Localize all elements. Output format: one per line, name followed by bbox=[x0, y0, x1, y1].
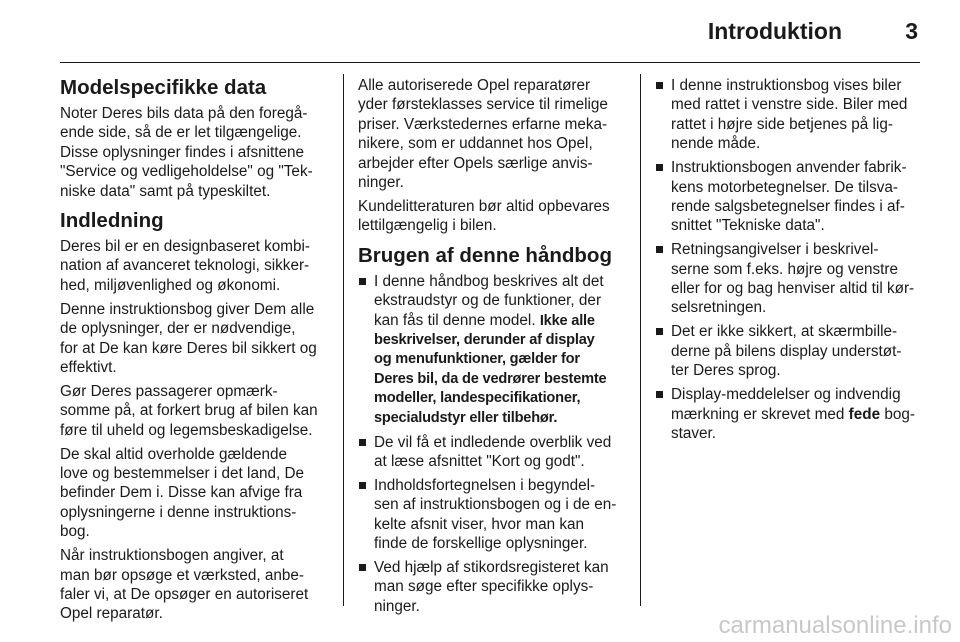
text-line: priser. Værkstedernes erfarne meka- bbox=[358, 115, 608, 133]
text-line: snittet "Tekniske data". bbox=[671, 217, 825, 235]
list-item bbox=[655, 322, 923, 380]
header-rule bbox=[60, 62, 920, 63]
text-line: staver. bbox=[671, 424, 717, 442]
bullet-icon bbox=[359, 482, 366, 489]
text-line: derne på bilens display understøt- bbox=[671, 342, 902, 360]
text-line: Alle autoriserede Opel reparatører bbox=[358, 77, 591, 94]
paragraph-intro-2 bbox=[60, 300, 328, 378]
text-line: føre til uheld og legemsbeskadigelse. bbox=[60, 421, 313, 439]
text-line: Noter Deres bils data på den foregå- bbox=[60, 105, 308, 122]
paragraph-literature bbox=[358, 197, 626, 236]
text-line: selsretningen. bbox=[671, 299, 767, 317]
text-line: Denne instruktionsbog giver Dem alle bbox=[60, 300, 315, 318]
bold-text: Ikke alle bbox=[539, 312, 595, 329]
paragraph-workshops bbox=[358, 76, 626, 192]
text-line: ende side, så de er let tilgængelige. bbox=[60, 124, 302, 142]
list-item bbox=[358, 272, 626, 428]
text-line: man bør opsøge et værksted, anbe- bbox=[60, 566, 305, 584]
text-line: "Service og vedligeholdelse" og "Tek- bbox=[60, 163, 313, 181]
text-line: faler vi, at De opsøger en autoriseret bbox=[60, 585, 309, 603]
text-line: Display-meddelelser og indvendig bbox=[671, 386, 901, 404]
text-line: I denne håndbog beskrives alt det bbox=[374, 272, 604, 290]
text-line: nende måde. bbox=[671, 135, 761, 153]
bold-text: modeller, landespecifikationer, bbox=[374, 390, 581, 407]
text-line: somme på, at forkert brug af bilen kan bbox=[60, 402, 318, 420]
text-line: kens motorbetegnelser. De tilsva- bbox=[671, 178, 899, 196]
text-line: Opel reparatør. bbox=[60, 605, 163, 623]
text-line: kan fås til denne model. bbox=[374, 311, 540, 329]
text-line: man søge efter specifikke oplys- bbox=[374, 578, 594, 596]
bold-text: fede bbox=[848, 405, 881, 423]
text-line: eller for og bag henviser altid til kør- bbox=[671, 280, 915, 298]
text-line: Retningsangivelser i beskrivel- bbox=[671, 241, 879, 259]
text-line: Det er ikke sikkert, at skærmbille- bbox=[671, 323, 898, 341]
bold-text: Deres bil, da de vedrører bestemte bbox=[374, 370, 607, 387]
text-line: Disse oplysninger findes i afsnittene bbox=[60, 143, 305, 161]
heading-model-data: Modelspecifikke data bbox=[60, 76, 267, 99]
text-line: for at De kan køre Deres bil sikkert og bbox=[60, 339, 317, 357]
list-item bbox=[655, 76, 923, 154]
text-line: Deres bil er en designbaseret kombi- bbox=[60, 238, 310, 256]
text-line: nikere, som er uddannet hos Opel, bbox=[358, 135, 593, 153]
heading-introduction: Indledning bbox=[60, 209, 164, 233]
bold-text: og menufunktioner, gælder for bbox=[374, 351, 580, 368]
text-line: Gør Deres passagerer opmærk- bbox=[60, 382, 278, 400]
list-item bbox=[655, 240, 923, 318]
text-line: Instruktionsbogen anvender fabrik- bbox=[671, 159, 907, 177]
text-line: oplysningerne i denne instruktions- bbox=[60, 503, 297, 521]
bullet-icon bbox=[359, 439, 366, 446]
text-line: lettilgængelig i bilen. bbox=[358, 217, 497, 235]
text-line: ter Deres sprog. bbox=[671, 362, 781, 380]
section-title: Introduktion bbox=[707, 18, 842, 44]
text-line: ninger. bbox=[374, 597, 420, 615]
text-line: De vil få et indledende overblik ved bbox=[374, 433, 612, 451]
text-line: yder førsteklasses service til rimelige bbox=[358, 96, 608, 114]
paragraph-intro-3 bbox=[60, 382, 328, 440]
heading-using-manual: Brugen af denne håndbog bbox=[358, 243, 612, 267]
text-line: Når instruktionsbogen angiver, at bbox=[60, 547, 284, 565]
text-line: kelte afsnit viser, hvor man kan bbox=[374, 515, 585, 533]
text-line: befinder Dem i. Disse kan afvige fra bbox=[60, 484, 303, 502]
paragraph-intro-4 bbox=[60, 445, 328, 542]
column-2 bbox=[358, 76, 626, 621]
list-item bbox=[358, 558, 626, 616]
text-line: love og bestemmelser i det land, De bbox=[60, 465, 305, 482]
bullet-icon bbox=[656, 328, 663, 335]
bullet-icon bbox=[359, 564, 366, 571]
text-line: mærkning er skrevet med bbox=[671, 405, 849, 423]
paragraph-intro-5 bbox=[60, 546, 328, 624]
paragraph-intro-1 bbox=[60, 237, 328, 295]
text-line: de oplysninger, der er nødvendige, bbox=[60, 320, 296, 338]
text-line: niske data" samt på typeskiltet. bbox=[60, 182, 271, 200]
watermark: carmanualsonline.info bbox=[718, 612, 952, 639]
list-item bbox=[358, 476, 626, 554]
bullet-icon bbox=[359, 278, 366, 285]
text-line: finde de forskellige oplysninger. bbox=[374, 535, 588, 553]
page-number: 3 bbox=[905, 18, 918, 44]
text-line: rende salgsbetegnelser findes i af- bbox=[671, 197, 905, 215]
text-line: ekstraudstyr og de funktioner, der bbox=[374, 292, 602, 310]
bullet-icon bbox=[656, 246, 663, 253]
text-line: at læse afsnittet "Kort og godt". bbox=[374, 452, 585, 470]
bold-text: specialudstyr eller tilbehør. bbox=[374, 409, 558, 426]
bullet-icon bbox=[656, 82, 663, 89]
column-3 bbox=[655, 76, 923, 448]
text-line: Ved hjælp af stikordsregisteret kan bbox=[374, 558, 609, 576]
text-line: med rattet i venstre side. Biler med bbox=[671, 96, 908, 114]
text-line: sen af instruktionsbogen og i de en- bbox=[374, 496, 617, 514]
text-line: De skal altid overholde gældende bbox=[60, 445, 288, 463]
text-line: nation af avanceret teknologi, sikker- bbox=[60, 257, 310, 275]
column-divider-1 bbox=[343, 74, 344, 606]
text-line: effektivt. bbox=[60, 358, 117, 376]
text-line: Indholdsfortegnelsen i begyndel- bbox=[374, 476, 596, 494]
bold-text: beskrivelser, derunder af display bbox=[374, 331, 595, 348]
text-line: I denne instruktionsbog vises biler bbox=[671, 77, 902, 94]
text-line: bog- bbox=[880, 405, 915, 423]
list-item bbox=[655, 158, 923, 236]
column-1 bbox=[60, 76, 328, 628]
text-line: hed, miljøvenlighed og økonomi. bbox=[60, 276, 281, 294]
list-item bbox=[655, 385, 923, 443]
text-line: bog. bbox=[60, 523, 90, 541]
bullet-icon bbox=[656, 391, 663, 398]
text-line: rattet i højre side betjenes på lig- bbox=[671, 115, 893, 133]
text-line: serne som f.eks. højre og venstre bbox=[671, 260, 898, 278]
text-line: arbejder efter Opels særlige anvis- bbox=[358, 154, 593, 172]
list-item bbox=[358, 433, 626, 472]
bullet-icon bbox=[656, 164, 663, 171]
text-line: ninger. bbox=[358, 174, 404, 192]
text-line: Kundelitteraturen bør altid opbevares bbox=[358, 197, 610, 215]
column-divider-2 bbox=[640, 74, 641, 606]
paragraph-model-data bbox=[60, 104, 328, 201]
